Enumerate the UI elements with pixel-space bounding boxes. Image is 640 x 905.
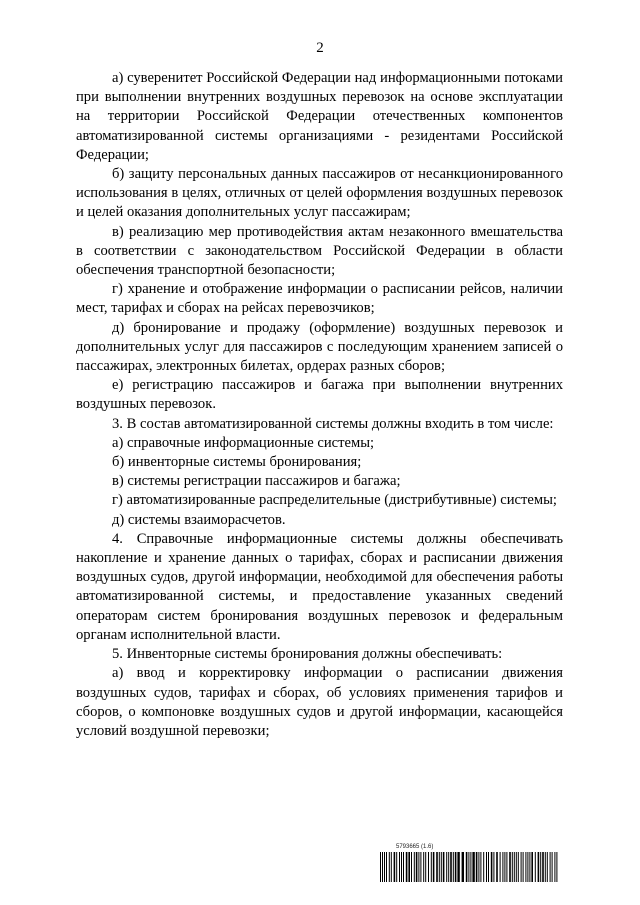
paragraph: в) реализацию мер противодействия актам незаконного вмешательства в соответствии с законодательством Российской Федерации в области обеспечения транспортной безопасности;	[76, 223, 563, 279]
paragraph: д) системы взаиморасчетов.	[112, 511, 286, 528]
paragraph: а) ввод и корректировку информации о расписании движения воздушных судов, тарифах и сборах, об условиях применения тарифов и сборов, о компоновке воздушных судов и другой информации, касающейся условий воздушной перевозки;	[76, 665, 563, 739]
paragraph: б) инвенторные системы бронирования;	[112, 454, 362, 471]
paragraph: е) регистрацию пассажиров и багажа при выполнении внутренних воздушных перевозок.	[76, 377, 563, 413]
barcode-icon	[380, 852, 560, 882]
document-stamp: 5793665 (1.6)	[396, 844, 434, 850]
document-body	[76, 69, 563, 741]
paragraph: а) справочные информационные системы;	[112, 434, 375, 451]
page-number: 2	[316, 40, 324, 56]
paragraph: 4. Справочные информационные системы должны обеспечивать накопление и хранение данных о тарифах, сборах и расписании движения воздушных судов, другой информации, необходимой для обеспечения работы автоматизированной системы, и предоставление указанных сведений операторам систем бронирования воздушных перевозок и федеральным органам исполнительной власти.	[76, 530, 563, 643]
paragraph: г) хранение и отображение информации о расписании рейсов, наличии мест, тарифах и сборах на рейсах перевозчиков;	[76, 281, 563, 317]
paragraph: 5. Инвенторные системы бронирования должны обеспечивать:	[112, 646, 503, 663]
paragraph: в) системы регистрации пассажиров и багажа;	[112, 473, 401, 490]
paragraph: д) бронирование и продажу (оформление) воздушных перевозок и дополнительных услуг для пассажиров с последующим хранением записей о пассажирах, электронных билетах, ордерах разных сборов;	[76, 319, 563, 375]
paragraph: г) автоматизированные распределительные (дистрибутивные) системы;	[112, 492, 557, 509]
paragraph: 3. В состав автоматизированной системы должны входить в том числе:	[112, 415, 554, 432]
paragraph: б) защиту персональных данных пассажиров от несанкционированного использования в целях, отличных от целей оформления воздушных перевозок и целей оказания дополнительных услуг пассажирам;	[76, 166, 563, 221]
paragraph: а) суверенитет Российской Федерации над информационными потоками при выполнении внутренних воздушных перевозок на основе эксплуатации на территории Российской Федерации отечественных компонентов автоматизированной системы организациями - резидентами Российской Федерации;	[76, 70, 563, 163]
